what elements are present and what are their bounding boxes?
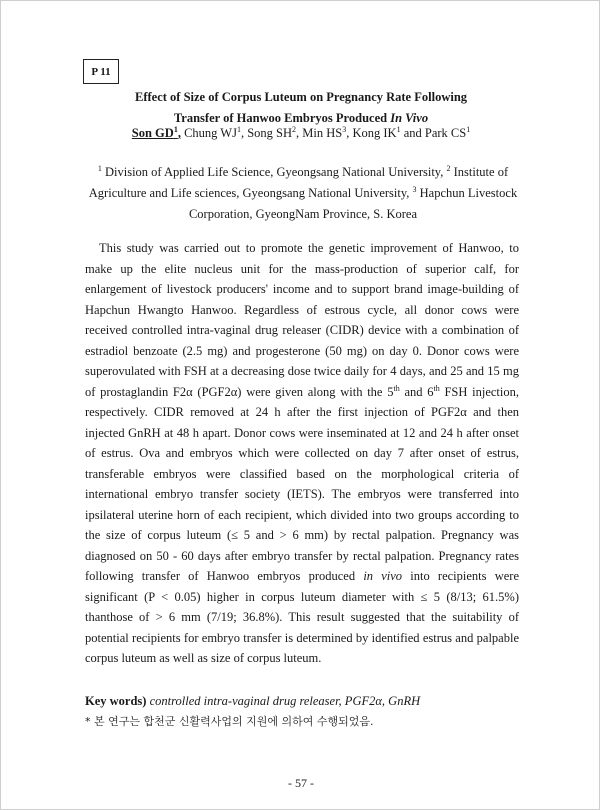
presenting-author: Son $GD^1$,	[131, 124, 181, 140]
affiliation-1: Division of Applied Life Science, Gyeongsang National University,	[105, 165, 444, 179]
author-affil: 1	[466, 124, 471, 134]
author: Kong IK	[352, 126, 397, 140]
author: Min HS	[302, 126, 343, 140]
keywords	[85, 694, 519, 709]
author: Chung WJ	[184, 126, 237, 140]
title-line-1: Effect of Size of Corpus Luteum on Pregnancy Rate Following	[134, 90, 468, 104]
funding-note: * 본 연구는 합천군 신활력사업의 지원에 의하여 수행되었음.	[85, 715, 374, 728]
abstract-italic-in-vivo: in vivo	[363, 569, 403, 583]
author-affil: 1	[236, 124, 241, 134]
author-affil: 1	[396, 124, 401, 134]
abstract-part-3: FSH injection, respectively. CIDR removed at 24 h after the first injection of PGF2α and then injected GnRH at 48 h apart. Donor cows were inseminated at 12 and 24 h after onset of estrus. Ova and embryos which were collected on day 7 after onset of estrus, transferable embryos were classified based on the morphological criteria of international embryo transfer society (IETS). The embryos were transferred into ipsilateral uterine horn of each recipient, which divided into two groups according to the size of corpus luteum (≤ 5 and > 6 mm) by rectal palpation. Pregnancy was diagnosed on 50 - 60 days after embryo transfer by rectal palpation. Pregnancy rates following transfer of Hanwoo embryos produced	[85, 384, 519, 583]
abstract-part-2: and 6	[399, 384, 434, 399]
abstract-body	[85, 238, 519, 669]
keywords-values: controlled intra-vaginal drug releaser, PGF2α, GnRH	[149, 694, 421, 708]
author-list: Son $GD^1$, Chung $WJ^1$, Song $SH^2$, Min $HS^3$, Kong $IK^1$ and Park $CS^1$	[131, 124, 471, 140]
affiliations	[83, 162, 523, 225]
page-number: - 57 -	[288, 776, 314, 790]
affil-marker: 1	[97, 163, 102, 173]
author-conjunction: and	[403, 126, 422, 140]
affil-marker: 2	[446, 163, 451, 173]
affil-marker: 3	[412, 184, 417, 194]
affiliation-3: Hapchun Livestock Corporation, GyeongNam Province, S. Korea	[188, 186, 518, 221]
abstract-part-1: This study was carried out to promote the genetic improvement of Hanwoo, to make up the elite nucleus unit for the mass-production of superior calf, for enlargement of livestock producers' income and to support brand image-building of Hapchun Hwangto Hanwoo. Regardless of estrous cycle, all donor cows were received controlled intra-vaginal drug releaser (CIDR) device with a combination of estradiol benzoate (2.5 mg) and progesterone (50 mg) on day 0. Donor cows were superovulated with FSH at a decreasing dose twice daily for 4 days, and 25 and 15 mg of prostaglandin F2α (PGF2α) were given along with the 5	[85, 241, 519, 399]
author-affil: 3	[342, 124, 347, 134]
abstract-part-4: into recipients were significant (P < 0.05) higher in corpus luteum diameter with ≤ 5 (8/13; 61.5%) thanthose of > 6 mm (7/19; 36.8%). This result suggested that the suitability of potential recipients for embryo transfer is determined by identified estrus and palpable corpus luteum as well as size of corpus luteum.	[85, 569, 519, 665]
title-italic-in-vivo: In Vivo	[390, 111, 429, 125]
keywords-label: Key words)	[85, 694, 147, 708]
title-line-2-text: Transfer of Hanwoo Embryos Produced	[173, 111, 391, 125]
presenting-author-name: Son GD	[131, 126, 174, 140]
presenting-author-affil: 1	[173, 124, 178, 134]
author-affil: 2	[292, 124, 297, 134]
author: Song SH	[247, 126, 293, 140]
author: Park CS	[424, 126, 467, 140]
poster-number-badge: P 11	[83, 59, 119, 84]
superscript-th: th	[393, 383, 400, 393]
affiliation-2: Institute of Agriculture and Life sciences, Gyeongsang National University,	[88, 165, 509, 200]
paper-title	[71, 87, 531, 129]
superscript-th: th	[433, 383, 440, 393]
